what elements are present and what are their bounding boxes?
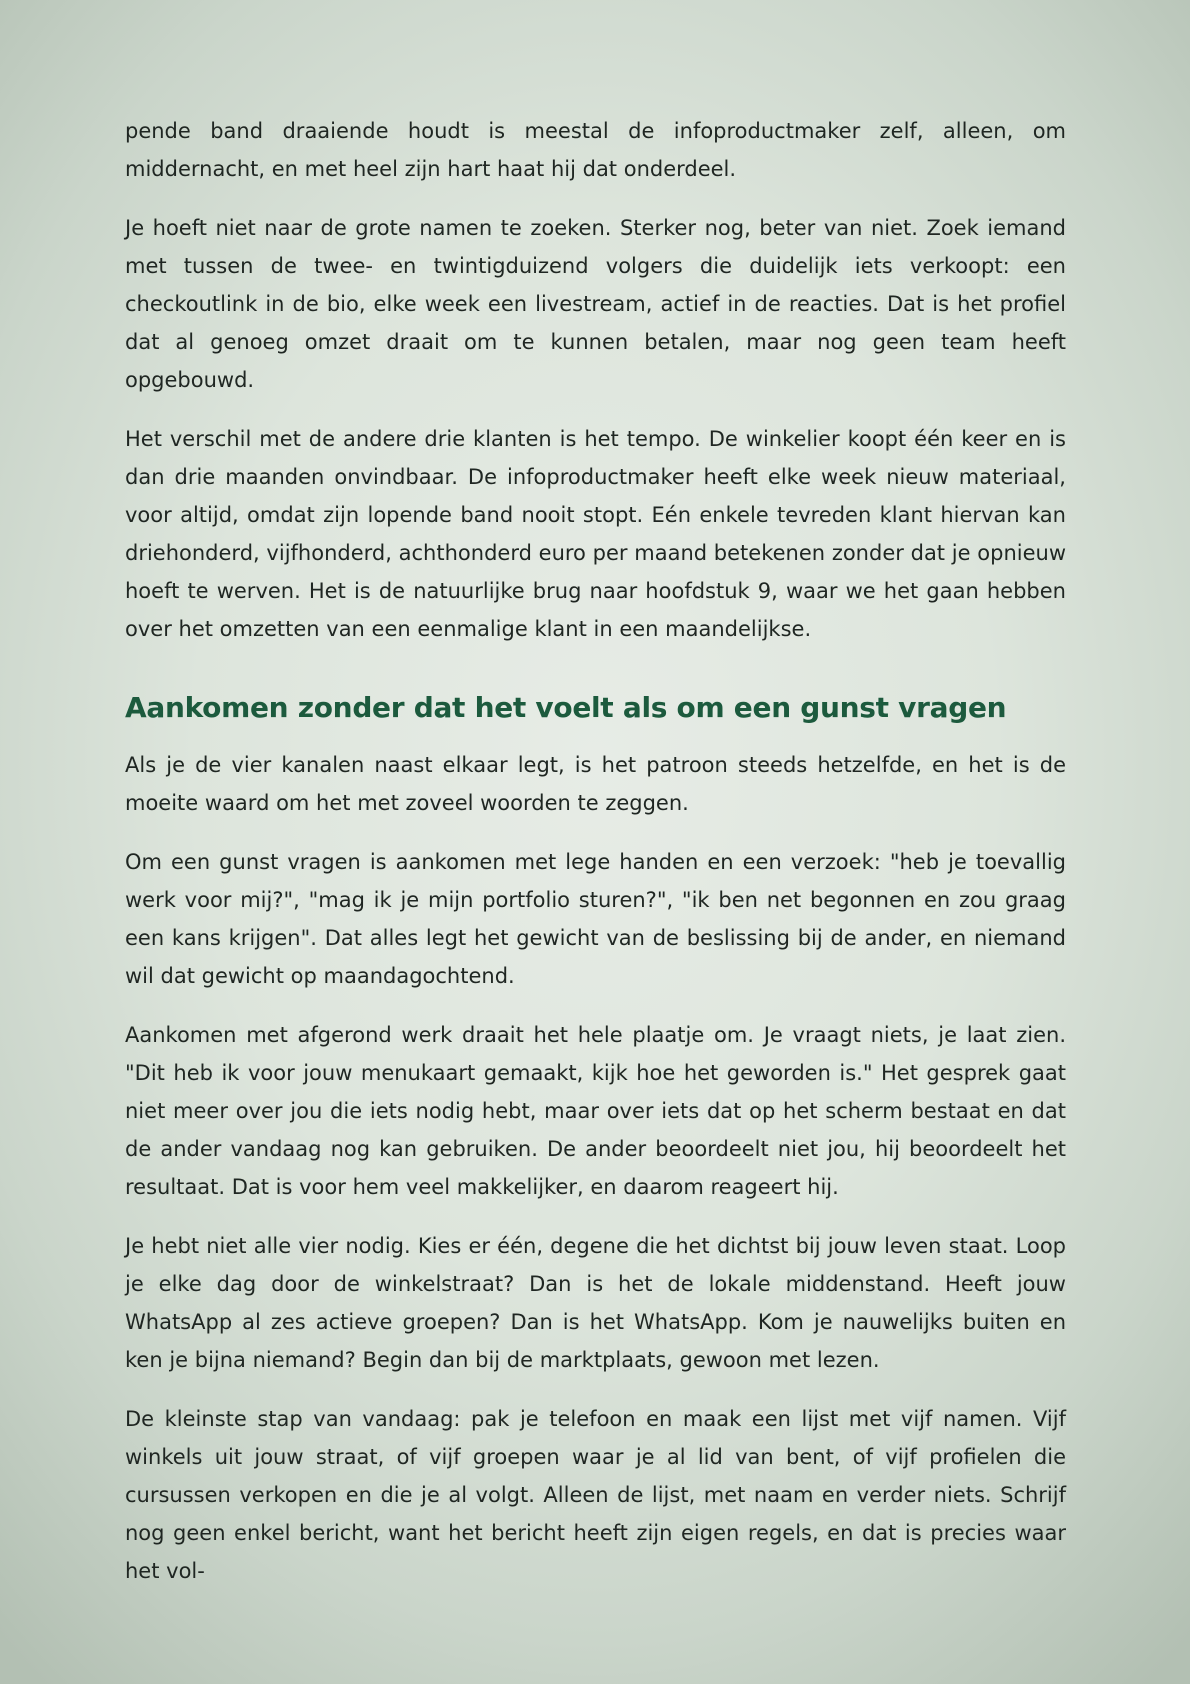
section-heading: Aankomen zonder dat het voelt als om een gunst vragen: [125, 691, 1007, 724]
page-body: [125, 112, 1066, 1611]
paragraph-section-3: Aankomen met afgerond werk draait het hele plaatje om. Je vraagt niets, je laat zien. "Dit heb ik voor jouw menukaart gemaakt, kijk hoe het geworden is." Het gesprek gaat niet meer over jou die iets nodig hebt, maar over iets dat op het scherm bestaat en dat de ander vandaag nog kan gebruiken. De ander beoordeelt niet jou, hij beoordeelt het resultaat. Dat is voor hem veel makkelijker, en daarom reageert hij.: [125, 1023, 1066, 1199]
paragraph-intro-2: Je hoeft niet naar de grote namen te zoeken. Sterker nog, beter van niet. Zoek iemand met tussen de twee- en twintigduizend volgers die duidelijk iets verkoopt: een checkoutlink in de bio, elke week een livestream, actief in de reacties. Dat is het profiel dat al genoeg omzet draait om te kunnen betalen, maar nog geen team heeft opgebouwd.: [125, 216, 1066, 392]
paragraph-section-4: Je hebt niet alle vier nodig. Kies er één, degene die het dichtst bij jouw leven staat. Loop je elke dag door de winkelstraat? Dan is het de lokale middenstand. Heeft jouw WhatsApp al zes actieve groepen? Dan is het WhatsApp. Kom je nauwelijks buiten en ken je bijna niemand? Begin dan bij de marktplaats, gewoon met lezen.: [125, 1234, 1066, 1372]
paragraph-intro-1: pende band draaiende houdt is meestal de infoproductmaker zelf, alleen, om middernacht, en met heel zijn hart haat hij dat onderdeel.: [125, 119, 1066, 181]
paragraph-section-1: Als je de vier kanalen naast elkaar legt, is het patroon steeds hetzelfde, en het is de moeite waard om het met zoveel woorden te zeggen.: [125, 753, 1066, 815]
paragraph-intro-3: Het verschil met de andere drie klanten is het tempo. De winkelier koopt één keer en is dan drie maanden onvindbaar. De infoproductmaker heeft elke week nieuw materiaal, voor altijd, omdat zijn lopende band nooit stopt. Eén enkele tevreden klant hiervan kan driehonderd, vijfhonderd, achthonderd euro per maand betekenen zonder dat je opnieuw hoeft te werven. Het is de natuurlijke brug naar hoofdstuk 9, waar we het gaan hebben over het omzetten van een eenmalige klant in een maandelijkse.: [125, 427, 1066, 641]
paragraph-section-5: De kleinste stap van vandaag: pak je telefoon en maak een lijst met vijf namen. Vijf winkels uit jouw straat, of vijf groepen waar je al lid van bent, of vijf profielen die cursussen verkopen en die je al volgt. Alleen de lijst, met naam en verder niets. Schrijf nog geen enkel bericht, want het bericht heeft zijn eigen regels, en dat is precies waar het vol-: [125, 1407, 1066, 1583]
paragraph-section-2: Om een gunst vragen is aankomen met lege handen en een verzoek: "heb je toevallig werk voor mij?", "mag ik je mijn portfolio sturen?", "ik ben net begonnen en zou graag een kans krijgen". Dat alles legt het gewicht van de beslissing bij de ander, en niemand wil dat gewicht op maandagochtend.: [125, 850, 1066, 988]
